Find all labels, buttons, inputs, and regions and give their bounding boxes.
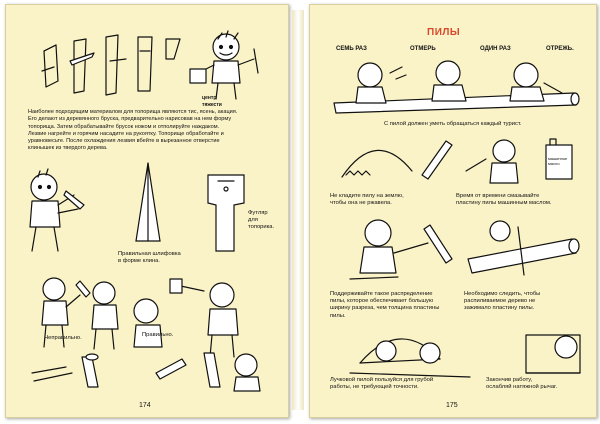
right-caption: Правильно.	[142, 332, 174, 338]
pinch-caption: Необходимо следить, чтобы распиливаемое дерево не зажимало пластину пилы.	[464, 291, 541, 312]
oil-can-label: машинное масло	[548, 156, 568, 166]
center-of-gravity-label: центр тяжести	[202, 95, 222, 109]
motto-part-3: ОДИН РАЗ	[480, 46, 511, 52]
spread-caption: Поддерживайте такое распределение пилы, которое обеспечивает большую ширину разреза, чем толщина пластины пилы.	[330, 291, 440, 319]
wrong-caption: Неправильно.	[44, 335, 82, 341]
book-spine	[292, 10, 304, 410]
axe-case-caption: Футляр для топорика.	[248, 210, 275, 231]
intro-paragraph: Наиболее подходящим материалом для топорища являются тис, ясень, акация. Его делают из деревянного бруска, предварительно нарисовав на нем форму топорища. Затем обрабатывайте брусок ножом и отполируйте наждаком. Лезвие нагрейте и горячим насадите на рукоятку. Топорище обработайте и уравновесьте. После охлаждения лезвия вбейте в вырезанное отверстие клинышек из твердого дерева.	[28, 109, 238, 152]
boy-with-axe-illustration	[184, 29, 276, 105]
bow-saw-caption: Лучковой пилой пользуйся для грубой работы, не требующей точности.	[330, 377, 434, 391]
motto-part-1: СЕМЬ РАЗ	[336, 46, 367, 52]
finish-caption: Закончив работу, ослабляй натяжной рычаг.	[486, 377, 558, 391]
right-page	[309, 4, 597, 418]
axe-case-illustration	[204, 171, 248, 255]
motto-part-4: ОТРЕЖЬ.	[546, 46, 574, 52]
oil-caption: Время от времени смазывайте пластину пилы машинным маслом.	[456, 193, 552, 207]
page-number-left: 174	[139, 402, 151, 409]
page-number-right: 175	[446, 402, 458, 409]
wedge-caption: Правильная шлифовка в форме клина.	[118, 251, 181, 265]
kids-measuring-log-illustration	[330, 53, 580, 113]
tourist-caption: С пилой должен уметь обращаться каждый турист.	[384, 121, 522, 127]
left-page	[5, 4, 289, 418]
axe-handle-steps-illustration	[34, 31, 194, 99]
motto-part-2: ОТМЕРЬ	[410, 46, 436, 52]
bow-saw-illustration	[330, 323, 590, 383]
section-title: ПИЛЫ	[427, 27, 461, 38]
bottom-chopping-scene	[26, 343, 276, 393]
boy-filing-illustration	[18, 165, 88, 257]
sawing-log-illustration	[328, 209, 588, 287]
no-ground-caption: Не кладите пилу на землю, чтобы она не ржавела.	[330, 193, 404, 207]
wedge-blade-illustration	[130, 161, 166, 249]
